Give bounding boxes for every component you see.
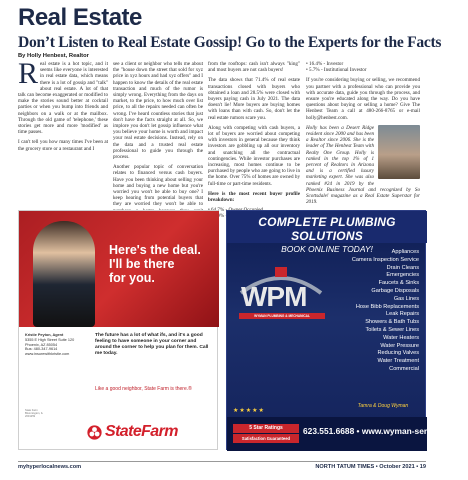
- agent-line: www.insurewithkristie.com: [25, 352, 70, 357]
- paragraph: see a client or neighbor who tells me about the "house down the street that sold for xyz price in xyz hours and had xyz offers" and I happen to know the details of the real estate transaction and much of the rumor is simply wrong. Everything from the days on market, to the price, to how much over list price, to all the repairs needed can often be wrong. I've heard countless stories that just don't have the facts straight at all. So, we implore you don't let gossip influence what you believe your home is worth and impact your real estate decisions. Instead, rely on the data and a trusted real estate professional to guide you through the process.: [113, 61, 203, 161]
- article-column-3: [208, 61, 300, 220]
- service-item: Hose Bibb Replacements: [355, 303, 419, 310]
- wpm-plumbing-advertisement[interactable]: [226, 210, 468, 450]
- owner-names: Tamra & Doug Wyman: [357, 403, 409, 409]
- wpm-logo-caption: WYMAN PLUMBING & MECHANICAL: [239, 313, 325, 319]
- service-item: Reducing Valves: [377, 350, 419, 357]
- list-item: • 5.7% - Institutional Investor: [306, 67, 367, 74]
- paragraph: Another popular topic of conversation relates to financed versus cash buyers. Have you been thinking about selling your home and buying a new home but you're worried you won't be able to buy one? I keep hearing from potential buyers that they are worried they won't be able to: [113, 164, 203, 208]
- paragraph: from the rooftops: cash isn't always "king" and most buyers are not cash buyers!: [208, 61, 300, 74]
- service-item: Water Pressure: [380, 342, 419, 349]
- wpm-logo-text: WPM: [241, 281, 307, 312]
- paragraph: Along with competing with cash buyers, a lot of buyers are worried about competing with investors in general because they think investors are gobbling up all our inventory and snatching all the contractual contingencies. While investor purchases are increasing, most homes continue to be purchased by people who are going to live in the home. Over 75% of homes are owned by full-time or part-time residents.: [208, 124, 300, 187]
- agent-line: 5355 E High Street Suite 120: [25, 337, 75, 342]
- footer-issue: NORTH TATUM TIMES • October 2021 • 19: [315, 464, 426, 470]
- ad-contact[interactable]: 623.551.6688 • www.wyman-services.com: [303, 426, 468, 436]
- article-column-4: [306, 61, 420, 209]
- ad-title: COMPLETE PLUMBING SOLUTIONS: [258, 215, 396, 243]
- ad-headline: Here's the deal. I'll be there for you.: [109, 243, 201, 285]
- service-item: Showers & Bath Tubs: [365, 319, 419, 326]
- service-item: Gas Lines: [393, 295, 419, 302]
- service-item: Drain Cleans: [386, 264, 419, 271]
- agent-portrait: [33, 221, 95, 327]
- section-title: Real Estate: [18, 4, 142, 31]
- service-item: Water Heaters: [383, 334, 419, 341]
- service-list: [329, 249, 419, 374]
- service-item: Faucets & Sinks: [378, 280, 419, 287]
- service-item: Appliances: [391, 249, 419, 255]
- author-photo: [378, 125, 420, 179]
- agent-name: Kristie Peyton, Agent: [25, 333, 64, 337]
- agent-contact: [25, 333, 87, 357]
- paragraph: eal estate is a hot topic, and it seems like everyone is interested in real estate data, which means there is a lot of gossip and "talk" about real estate. A lot of that talk can become exaggerated or modified to make the stories sound better at cocktail parties or when you bump into friends and neighbors on a walk or at the mailbox. Through the old game of 'telephone,' these stories get more and more 'modified' as time passes.: [18, 61, 108, 136]
- statefarm-advertisement[interactable]: [18, 210, 218, 450]
- statefarm-logo-icon: [87, 425, 102, 440]
- paragraph: The data shows that 71.4% of real estate transactions closed with buyers who obtained a loan and 28.5% were closed with buyers paying cash in July 2021. The data doesn't lie! More buyers are buying homes with loans than with cash. So, don't let the real estate rumors scare you.: [208, 77, 300, 121]
- service-item: Commercial: [389, 365, 419, 372]
- rating-stars-icon: ★★★★★: [233, 408, 265, 414]
- paragraph: If you're considering buying or selling, we recommend you partner with a professional who can provide you with accurate data, guide you through the process, and ensure you're educated along the way. Do you have questions about buying or selling a home? Give The Henbest Team a call at 480-266-8765 or e-mail holly@henbest.com.: [306, 77, 420, 121]
- ad-body: The future has a lot of what ifs, and it's a good feeling to have someone in your corner and around the corner to help you plan for them. Call me today.: [95, 333, 209, 356]
- guarantee-badge: Satisfaction Guaranteed: [233, 434, 299, 443]
- author-bio: Holly has been a Desert Ridge resident since 2000 and has been a Realtor since 2006. She is the leader of The Henbest Team with Realty One Group. Holly is ranked in the top 1% of 1 percent of Realtors in Arizona and is a certified luxury marketing expert. She was also ranked #24 in 2019 by the Phoenix Business Journal and recognized by So Scottsdale! magazine as a Real Estate Superstar for 2019.: [306, 124, 420, 206]
- list-item: • 16.4% - Investor: [306, 61, 344, 67]
- article-column-2: [113, 61, 203, 230]
- service-item: Leak Repairs: [386, 311, 419, 318]
- agent-line: Phoenix, AZ 85054: [25, 342, 58, 347]
- agent-line: Bus: 480-347-9614: [25, 347, 58, 352]
- ad-tagline: Like a good neighbor, State Farm is there.®: [95, 386, 192, 392]
- article-column-1: [18, 57, 108, 156]
- drop-cap: R: [18, 57, 39, 90]
- paragraph: I can't tell you how many times I've been at the grocery store or a restaurant and I: [18, 139, 108, 152]
- service-item: Toilets & Sewer Lines: [365, 326, 419, 333]
- ad-fine-print: State Farm Bloomington, IL 2001259: [25, 409, 44, 419]
- article-headline: Don’t Listen to Real Estate Gossip! Go to the Experts for the Facts: [18, 34, 442, 51]
- service-item: Camera Inspection Service: [351, 256, 419, 263]
- ratings-badge: 5 Star Ratings: [233, 424, 299, 433]
- ad-subtitle: BOOK ONLINE TODAY!: [281, 244, 373, 254]
- breakdown-title: Here is the most recent buyer profile breakdown:: [208, 190, 300, 204]
- ad-photo: [19, 211, 219, 327]
- footer-divider: [18, 461, 426, 462]
- wpm-logo: [235, 263, 327, 331]
- service-item: Garbage Disposals: [371, 287, 419, 294]
- service-item: Water Treatment: [377, 358, 419, 365]
- footer-website[interactable]: myhyperlocalnews.com: [18, 464, 82, 470]
- statefarm-logo-text: StateFarm: [105, 423, 178, 440]
- service-item: Emergencies: [386, 272, 419, 279]
- article-byline: By Holly Henbest, Realtor: [18, 53, 89, 59]
